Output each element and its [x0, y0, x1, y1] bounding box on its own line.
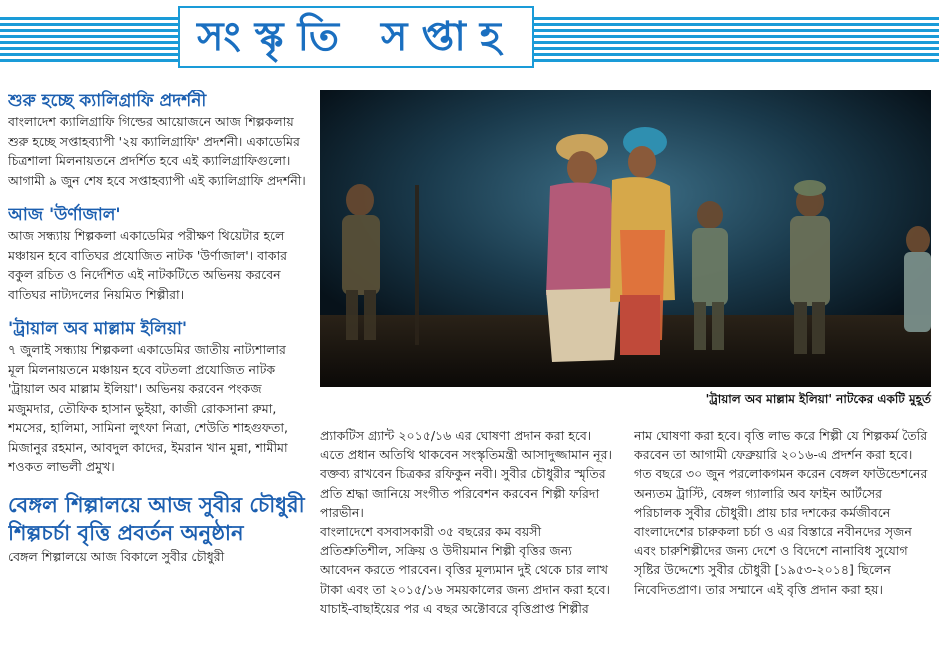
article-urnajal — [8, 204, 306, 304]
article-bengal-shilpalay — [8, 491, 306, 567]
paragraph: নাম ঘোষণা করা হবে। বৃত্তি লাভ করে শিল্পী যে শিল্পকর্ম তৈরি করবেন তা আগামী ফেব্রুয়ারি ২০১৬-এ প্রদর্শন করা হবে। — [634, 428, 928, 463]
stage-photo — [320, 90, 931, 387]
continued-column-right — [634, 426, 931, 669]
article-headline: আজ 'উর্ণাজাল' — [8, 205, 121, 225]
article-body: বাংলাদেশ ক্যালিগ্রাফি গিল্ডের আয়োজনে আজ শিল্পকলায় শুরু হচ্ছে সপ্তাহব্যাপী '২য় ক্যালিগ্রাফি' প্রদর্শনী। একাডেমির চিত্রশালা মিলনায়তনে প্রদর্শিত হবে এই ক্যালিগ্রাফিগুলো। আগামী ৯ জুন শেষ হবে সপ্তাহব্যাপী এই ক্যালিগ্রাফি প্রদর্শনী। — [8, 114, 306, 188]
article-body: বেঙ্গল শিল্পালয়ে আজ বিকালে সুবীর চৌধুরী — [8, 548, 225, 564]
section-title: সংস্কৃতি সপ্তাহ — [178, 6, 534, 68]
banner-stripes-left — [0, 14, 178, 62]
paragraph: প্র্যাকটিস গ্র্যান্ট ২০১৫/১৬ এর ঘোষণা প্রদান করা হবে। এতে প্রধান অতিথি থাকবেন সংস্কৃতিমন্ত্রী আসাদুজ্জামান নূর। বক্তব্য রাখবেন চিত্রকর রফিকুন নবী। সুবীর চৌধুরীর স্মৃতির প্রতি শ্রদ্ধা জানিয়ে সংগীত পরিবেশন করবেন শিল্পী ফরিদা পারভীন। — [320, 428, 612, 520]
article-headline: শুরু হচ্ছে ক্যালিগ্রাফি প্রদর্শনী — [8, 91, 207, 111]
continued-column-middle — [320, 426, 616, 669]
paragraph: বাংলাদেশে বসবাসকারী ৩৫ বছরের কম বয়সী প্রতিশ্রুতিশীল, সক্রিয় ও উদীয়মান শিল্পী বৃত্তির জন্য আবেদন করতে পারবেন। বৃত্তির মূল্যমান দুই থেকে চার লাখ টাকা এবং তা ২০১৫/১৬ সময়কালের জন্য প্রদান করা হবে। যাচাই-বাছাইয়ের পর এ বছর অক্টোবরে বৃত্তিপ্রাপ্ত শিল্পীর — [320, 524, 611, 616]
article-trial-of-mallam-ilya — [8, 318, 306, 477]
stage-scene-image — [320, 90, 931, 387]
section-banner — [0, 0, 939, 76]
left-column — [8, 90, 306, 669]
article-calligraphy — [8, 90, 306, 190]
article-body: আজ সন্ধ্যায় শিল্পকলা একাডেমির পরীক্ষণ থিয়েটার হলে মঞ্চায়ন হবে বাতিঘর প্রযোজিত নাটক 'উর্ণাজাল'। বাকার বকুল রচিত ও নির্দেশিত এই নাটকটিতে অভিনয় করবেন বাতিঘর নাট্যদলের নিয়মিত শিল্পীরা। — [8, 228, 288, 302]
banner-stripes-right — [534, 14, 939, 62]
paragraph: গত বছরে ৩০ জুন পরলোকগমন করেন বেঙ্গল ফাউন্ডেশনের অন্যতম ট্রাস্টি, বেঙ্গল গ্যালারি অব ফাইন আর্টসের পরিচালক সুবীর চৌধুরী। প্রায় চার দশকের কর্মজীবনে বাংলাদেশের চারুকলা চর্চা ও এর বিস্তারে নবীনদের সৃজন এবং চারুশিল্পীদের জন্য দেশে ও বিদেশে নানাবিধ সুযোগ সৃষ্টির উদ্দেশ্যে সুবীর চৌধুরী [১৯৫৩-২০১৪] ছিলেন নিবেদিতপ্রাণ। তার সম্মানে এই বৃত্তি প্রদান করা হয়। — [634, 466, 928, 597]
article-headline: 'ট্রায়াল অব মাল্লাম ইলিয়া' — [8, 319, 188, 339]
photo-caption: 'ট্রায়াল অব মাল্লাম ইলিয়া' নাটকের একটি মুহূর্ত — [705, 392, 931, 406]
article-headline: বেঙ্গল শিল্পালয়ে আজ সুবীর চৌধুরী শিল্পচর্চা বৃত্তি প্রবর্তন অনুষ্ঠান — [8, 491, 305, 545]
article-body: ৭ জুলাই সন্ধ্যায় শিল্পকলা একাডেমির জাতীয় নাট্যশালার মূল মিলনায়তনে মঞ্চায়ন হবে বটতলা প্রযোজিত নাটক 'ট্রায়াল অব মাল্লাম ইলিয়া'। অভিনয় করবেন পংকজ মজুমদার, তৌফিক হাসান ভুইয়া, কাজী রোকসানা রুমা, শমসের, হালিমা, সামিনা লুৎফা নিত্রা, শেউতি শাহগুফতা, মিজানুর রহমান, আবদুল কাদের, ইমরান খান মুন্না, শামীমা শওকত লাভলী প্রমুখ। — [8, 342, 288, 474]
